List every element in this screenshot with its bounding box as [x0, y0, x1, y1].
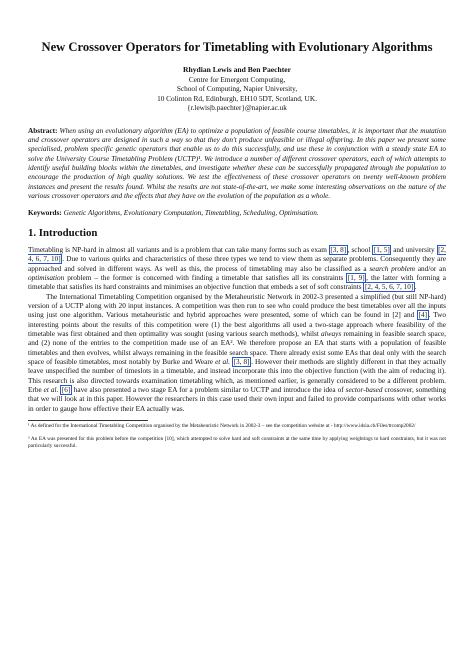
- text-run: crossover, something that we will look at in this paper. However the researchers in this case used their own input and failed to provide comparisons with other works in order to gauge how effective their EA actually was.: [28, 386, 447, 413]
- footnote-2: ² An EA was presented for this problem before the competition [10], which attempted to solve hard and soft constraints at the same time by applying weightings to hard constraints, but it was not particularly successful.: [28, 435, 446, 449]
- section-heading-introduction: 1. Introduction: [28, 226, 98, 239]
- affiliation-line-3: 10 Colinton Rd, Edinburgh, EH10 5DT, Scotland, UK.: [157, 93, 317, 103]
- footnote-divider: [28, 420, 148, 421]
- citation-link[interactable]: [3, 8]: [233, 358, 250, 367]
- citation-link[interactable]: [4]: [418, 311, 428, 320]
- keywords: [28, 209, 446, 218]
- abstract: [28, 127, 446, 202]
- affiliation-line-2: School of Computing, Napier University,: [176, 84, 298, 94]
- emphasis: search problem: [369, 264, 416, 273]
- keywords-label: Keywords:: [28, 208, 62, 217]
- citation-link[interactable]: [2, 4, 6, 7, 10]: [28, 245, 446, 264]
- text-run: Timetabling is NP-hard in almost all variants and is a problem that can take many forms such as exam: [28, 245, 329, 254]
- text-run: remaining in feasible search space, and (2) none of the entries to the competition made use of an EA². We therefore propose an EA that starts with a population of feasible timetables and then evolves, whilst always remaining in the feasible search space. There already exist some EAs that deal only with the search space of feasible timetables, most notably by Burke and Weare: [28, 330, 446, 367]
- paper-title: New Crossover Operators for Timetabling with Evolutionary Algorithms: [41, 40, 433, 54]
- text-run: , the latter with forming a timetable that satisfies its hard constraints and minimises an objective function that embeds a set of soft constraints: [28, 274, 446, 292]
- text-run: .: [414, 283, 417, 292]
- text-run: . However their methods are slightly different in that they actually leave unspecified the number of timeslots in a timetable, and instead incorporate this into the objective function (with the aim of reducing it). This research is also directed towards examination timetabling which, as mentioned earlier, is generally considered to be a different problem. Erbe: [28, 358, 447, 395]
- emphasis: et al.: [43, 386, 59, 395]
- intro-paragraph-1: [28, 246, 446, 293]
- emphasis: sector-based: [345, 386, 383, 395]
- text-run: The International Timetabling Competition organised by the Metaheuristic Network in 2002-3 presented a simplified (but still NP-hard) version of a UCTP along with 20 input instances. A competition was then run to see who could produce the best timetables over all the inputs using just one algorithm. Various metaheuristic and hybrid approaches were presented, some of which can be found in [2] and: [28, 292, 446, 320]
- abstract-label: Abstract:: [28, 126, 58, 135]
- text-run: and/or an: [415, 264, 446, 273]
- text-run: and university: [391, 245, 437, 254]
- text-run: , school: [347, 245, 373, 254]
- paper-page: [28, 40, 446, 455]
- text-run: problem – the former is concerned with finding a timetable that satisfies all its constraints: [64, 274, 347, 282]
- citation-link[interactable]: [3, 8]: [330, 245, 347, 254]
- emphasis: always: [321, 330, 342, 339]
- text-run: . Two interesting points about the results of this competition were (1) the best algorithms all used a two-stage approach where feasibility of the timetable was first obtained and then optimality was sought (using various search methods), whilst: [28, 311, 446, 339]
- footnote-1: ¹ As defined for the International Timetabling Competition organised by the Metaheuristic Network in 2002-3 – see the competition website at - http://www.idsia.ch/Files/ttcomp2002/: [28, 423, 416, 430]
- abstract-text: When using an evolutionary algorithm (EA) to optimize a population of feasible course timetables, it is important that the mutation and crossover operators are designed in such a way so that they don't produce unfeasible or illegal offspring. In this paper we present some specialised, problem specific genetic operators that enable us to do this successfully, and use these in conjunction with a steady state EA to solve the University Course Timetabling Problem (UCTP)¹. We introduce a number of different crossover operators, each of which attempts to identify useful building blocks within the timetables, and investigate whether these can be successfully propagated through the population to encourage the production of high quality solutions. We test the effectiveness of these crossover operators on twenty well-known problem instances and present the results found. Whilst the results are not state-of-the-art, we make some interesting observations on the nature of the various crossover operators and the effects that they have on the evolution of the population as a whole.: [28, 126, 447, 201]
- citation-link[interactable]: [2, 4, 5, 6, 7, 10]: [364, 283, 414, 292]
- author-email: {r.lewis|b.paechter}@napier.ac.uk: [187, 103, 287, 113]
- author-line: Rhydian Lewis and Ben Paechter: [182, 65, 291, 74]
- emphasis: et al.: [215, 358, 230, 367]
- affiliation-line-1: Centre for Emergent Computing,: [188, 75, 286, 84]
- emphasis: optimisation: [28, 274, 65, 282]
- text-run: have also presented a two stage EA for a problem similar to UCTP and introduce the idea of: [71, 386, 346, 395]
- text-run: . Due to various quirks and characteristics of these three types we tend to view them as separate problems. Consequently they are approached and solved in different ways. As well as this, the process of timetabling may also be classified as a: [28, 255, 446, 273]
- citation-link[interactable]: [6]: [61, 386, 71, 395]
- citation-link[interactable]: [1, 5]: [373, 245, 390, 254]
- intro-paragraph-2: [28, 293, 446, 414]
- citation-link[interactable]: [1, 9]: [347, 274, 365, 282]
- keywords-text: Genetic Algorithms, Evolutionary Computation, Timetabling, Scheduling, Optimisation.: [63, 208, 319, 217]
